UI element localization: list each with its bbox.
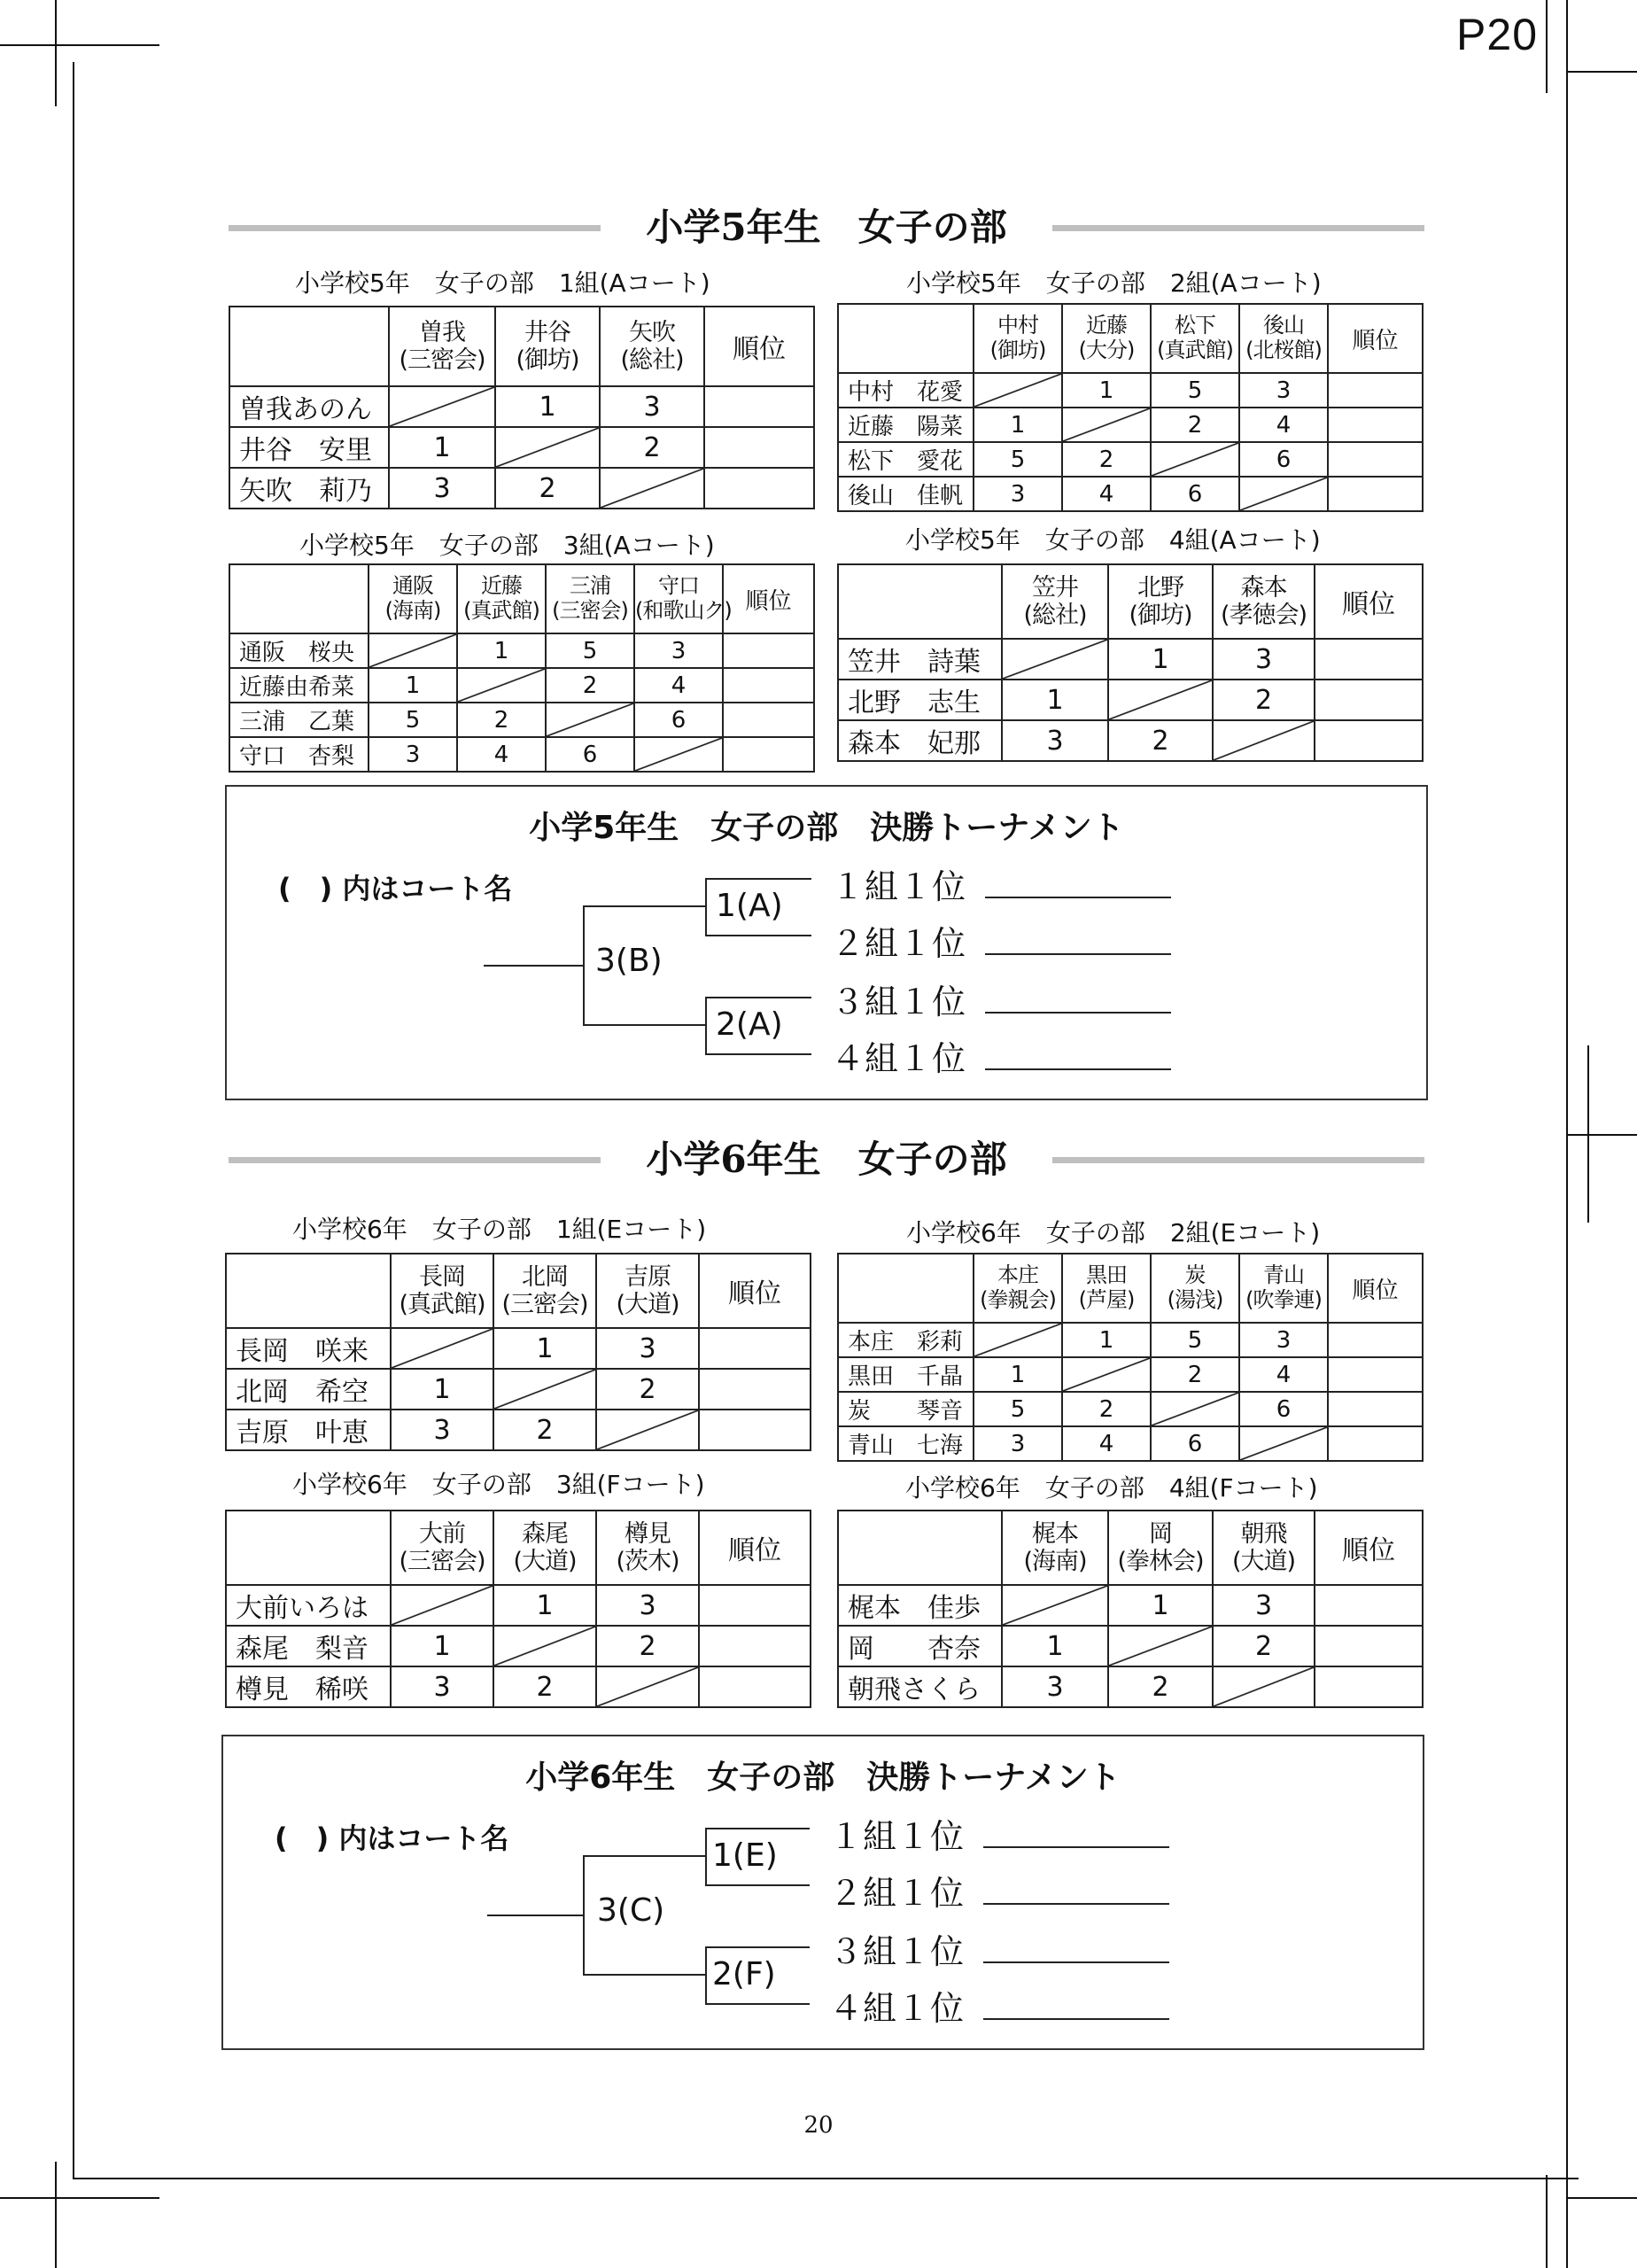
- league-table: 中村 (御坊) 近藤 (大分) 松下 (真武館) 後山 (北桜館) 順位 中村 花愛 1 5 3 近藤 陽菜 1 2 4 松下 愛花 5 2 6 後山 佳帆 3 4 6: [837, 303, 1424, 512]
- crop-mark: [1566, 2197, 1637, 2199]
- group-title: 小学校5年 女子の部 2組(Aコート): [906, 268, 1322, 298]
- player-name: 梶本 佳歩: [838, 1585, 1002, 1626]
- player-name: 近藤 陽菜: [838, 408, 974, 442]
- bracket-slot: ３組１位: [831, 975, 1171, 1023]
- bracket-slot: １組１位: [829, 1809, 1169, 1858]
- group-title: 小学校5年 女子の部 3組(Aコート): [299, 531, 715, 560]
- tournament-box: [221, 1735, 1424, 2050]
- rank-header: 順位: [1328, 1254, 1423, 1323]
- group-title: 小学校6年 女子の部 3組(Fコート): [292, 1470, 705, 1499]
- crop-mark: [0, 44, 159, 46]
- crop-mark: [55, 0, 57, 106]
- player-name: 炭 琴音: [838, 1392, 974, 1426]
- crop-mark: [55, 2162, 57, 2268]
- player-name: 岡 杏奈: [838, 1626, 1002, 1666]
- league-table: 通阪 (海南) 近藤 (真武館) 三浦 (三密会) 守口 (和歌山ク) 順位 通阪 桜央 1 5 3 近藤由希菜 1 2 4 三浦 乙葉 5 2 6 守口 杏梨 3 4 6: [229, 563, 815, 773]
- rank-header: 順位: [1328, 304, 1423, 373]
- player-name: 樽見 稀咲: [226, 1666, 391, 1707]
- crop-mark: [0, 2197, 159, 2199]
- crop-mark: [1587, 1045, 1589, 1223]
- league-table: 本庄 (拳親会) 黒田 (芦屋) 炭 (湯浅) 青山 (吹拳連) 順位 本庄 彩莉 1 5 3 黒田 千晶 1 2 4 炭 琴音 5 2 6 青山 七海 3 4 6: [837, 1253, 1424, 1462]
- crop-mark: [73, 2178, 1579, 2179]
- match-semi-1: 1(E): [712, 1837, 778, 1874]
- group-title: 小学校5年 女子の部 1組(Aコート): [295, 268, 710, 298]
- player-name: 黒田 千晶: [838, 1357, 974, 1392]
- bracket-slot: ３組１位: [829, 1924, 1169, 1973]
- group-title: 小学校5年 女子の部 4組(Aコート): [905, 525, 1321, 555]
- rank-header: 順位: [1315, 564, 1423, 639]
- player-name: 朝飛さくら: [838, 1666, 1002, 1707]
- match-semi-1: 1(A): [716, 888, 783, 924]
- crop-mark: [1566, 71, 1637, 73]
- player-name: 本庄 彩莉: [838, 1323, 974, 1357]
- crop-mark: [1566, 1134, 1637, 1136]
- league-table: 長岡 (真武館) 北岡 (三密会) 吉原 (大道) 順位 長岡 咲来 1 3 北岡 希空 1 2 吉原 叶恵 3 2: [225, 1253, 811, 1451]
- rank-header: 順位: [699, 1254, 811, 1328]
- tournament-title: 小学5年生 女子の部 決勝トーナメント: [529, 810, 1124, 846]
- player-name: 吉原 叶恵: [226, 1410, 391, 1450]
- group-title: 小学校6年 女子の部 2組(Eコート): [906, 1218, 1321, 1247]
- player-name: 近藤由希菜: [229, 668, 369, 703]
- player-name: 北野 志生: [838, 680, 1002, 720]
- player-name: 青山 七海: [838, 1426, 974, 1461]
- league-table: 笠井 (総社) 北野 (御坊) 森本 (孝徳会) 順位 笠井 詩葉 1 3 北野 志生 1 2 森本 妃那 3 2: [837, 563, 1424, 762]
- crop-mark: [73, 62, 74, 2179]
- bracket-slot: １組１位: [831, 859, 1171, 908]
- player-name: 松下 愛花: [838, 442, 974, 477]
- player-name: 後山 佳帆: [838, 477, 974, 511]
- rank-header: 順位: [723, 564, 814, 633]
- court-note: ( ) 内はコート名: [278, 872, 513, 905]
- page-number: 20: [803, 2112, 834, 2139]
- rank-header: 順位: [1315, 1511, 1423, 1585]
- league-table: 曽我 (三密会) 井谷 (御坊) 矢吹 (総社) 順位 曽我あのん 1 3 井谷 安里 1 2 矢吹 莉乃 3 2: [229, 306, 815, 509]
- section-heading: 小学5年生 女子の部: [229, 197, 1424, 259]
- player-name: 井谷 安里: [229, 427, 389, 468]
- bracket-slot: ４組１位: [831, 1031, 1171, 1080]
- player-name: 中村 花愛: [838, 373, 974, 408]
- player-name: 笠井 詩葉: [838, 639, 1002, 680]
- player-name: 守口 杏梨: [229, 737, 369, 772]
- rank-header: 順位: [699, 1511, 811, 1585]
- player-name: 長岡 咲来: [226, 1328, 391, 1369]
- tournament-title: 小学6年生 女子の部 決勝トーナメント: [525, 1759, 1121, 1796]
- league-table: 大前 (三密会) 森尾 (大道) 樽見 (茨木) 順位 大前いろは 1 3 森尾 梨音 1 2 樽見 稀咲 3 2: [225, 1510, 811, 1708]
- tournament-box: [225, 785, 1428, 1100]
- crop-mark: [1546, 0, 1548, 93]
- page-label: P20: [1456, 10, 1538, 59]
- player-name: 通阪 桜央: [229, 633, 369, 668]
- league-table: 梶本 (海南) 岡 (拳林会) 朝飛 (大道) 順位 梶本 佳歩 1 3 岡 杏奈 1 2 朝飛さくら 3 2: [837, 1510, 1424, 1708]
- player-name: 矢吹 莉乃: [229, 468, 389, 509]
- match-semi-2: 2(A): [716, 1006, 783, 1043]
- group-title: 小学校6年 女子の部 1組(Eコート): [292, 1215, 707, 1244]
- player-name: 森尾 梨音: [226, 1626, 391, 1666]
- rank-header: 順位: [704, 307, 814, 386]
- player-name: 曽我あのん: [229, 386, 389, 427]
- court-note: ( ) 内はコート名: [275, 1821, 509, 1855]
- player-name: 森本 妃那: [838, 720, 1002, 761]
- bracket-slot: ２組１位: [829, 1866, 1169, 1915]
- player-name: 三浦 乙葉: [229, 703, 369, 737]
- match-semi-2: 2(F): [712, 1956, 776, 1992]
- bracket-slot: ２組１位: [831, 916, 1171, 965]
- player-name: 大前いろは: [226, 1585, 391, 1626]
- match-final: 3(C): [597, 1892, 665, 1929]
- player-name: 北岡 希空: [226, 1369, 391, 1410]
- bracket-slot: ４組１位: [829, 1981, 1169, 2030]
- section-heading: 小学6年生 女子の部: [229, 1129, 1424, 1191]
- match-final: 3(B): [595, 943, 663, 979]
- group-title: 小学校6年 女子の部 4組(Fコート): [905, 1473, 1318, 1503]
- crop-mark: [1546, 2175, 1548, 2268]
